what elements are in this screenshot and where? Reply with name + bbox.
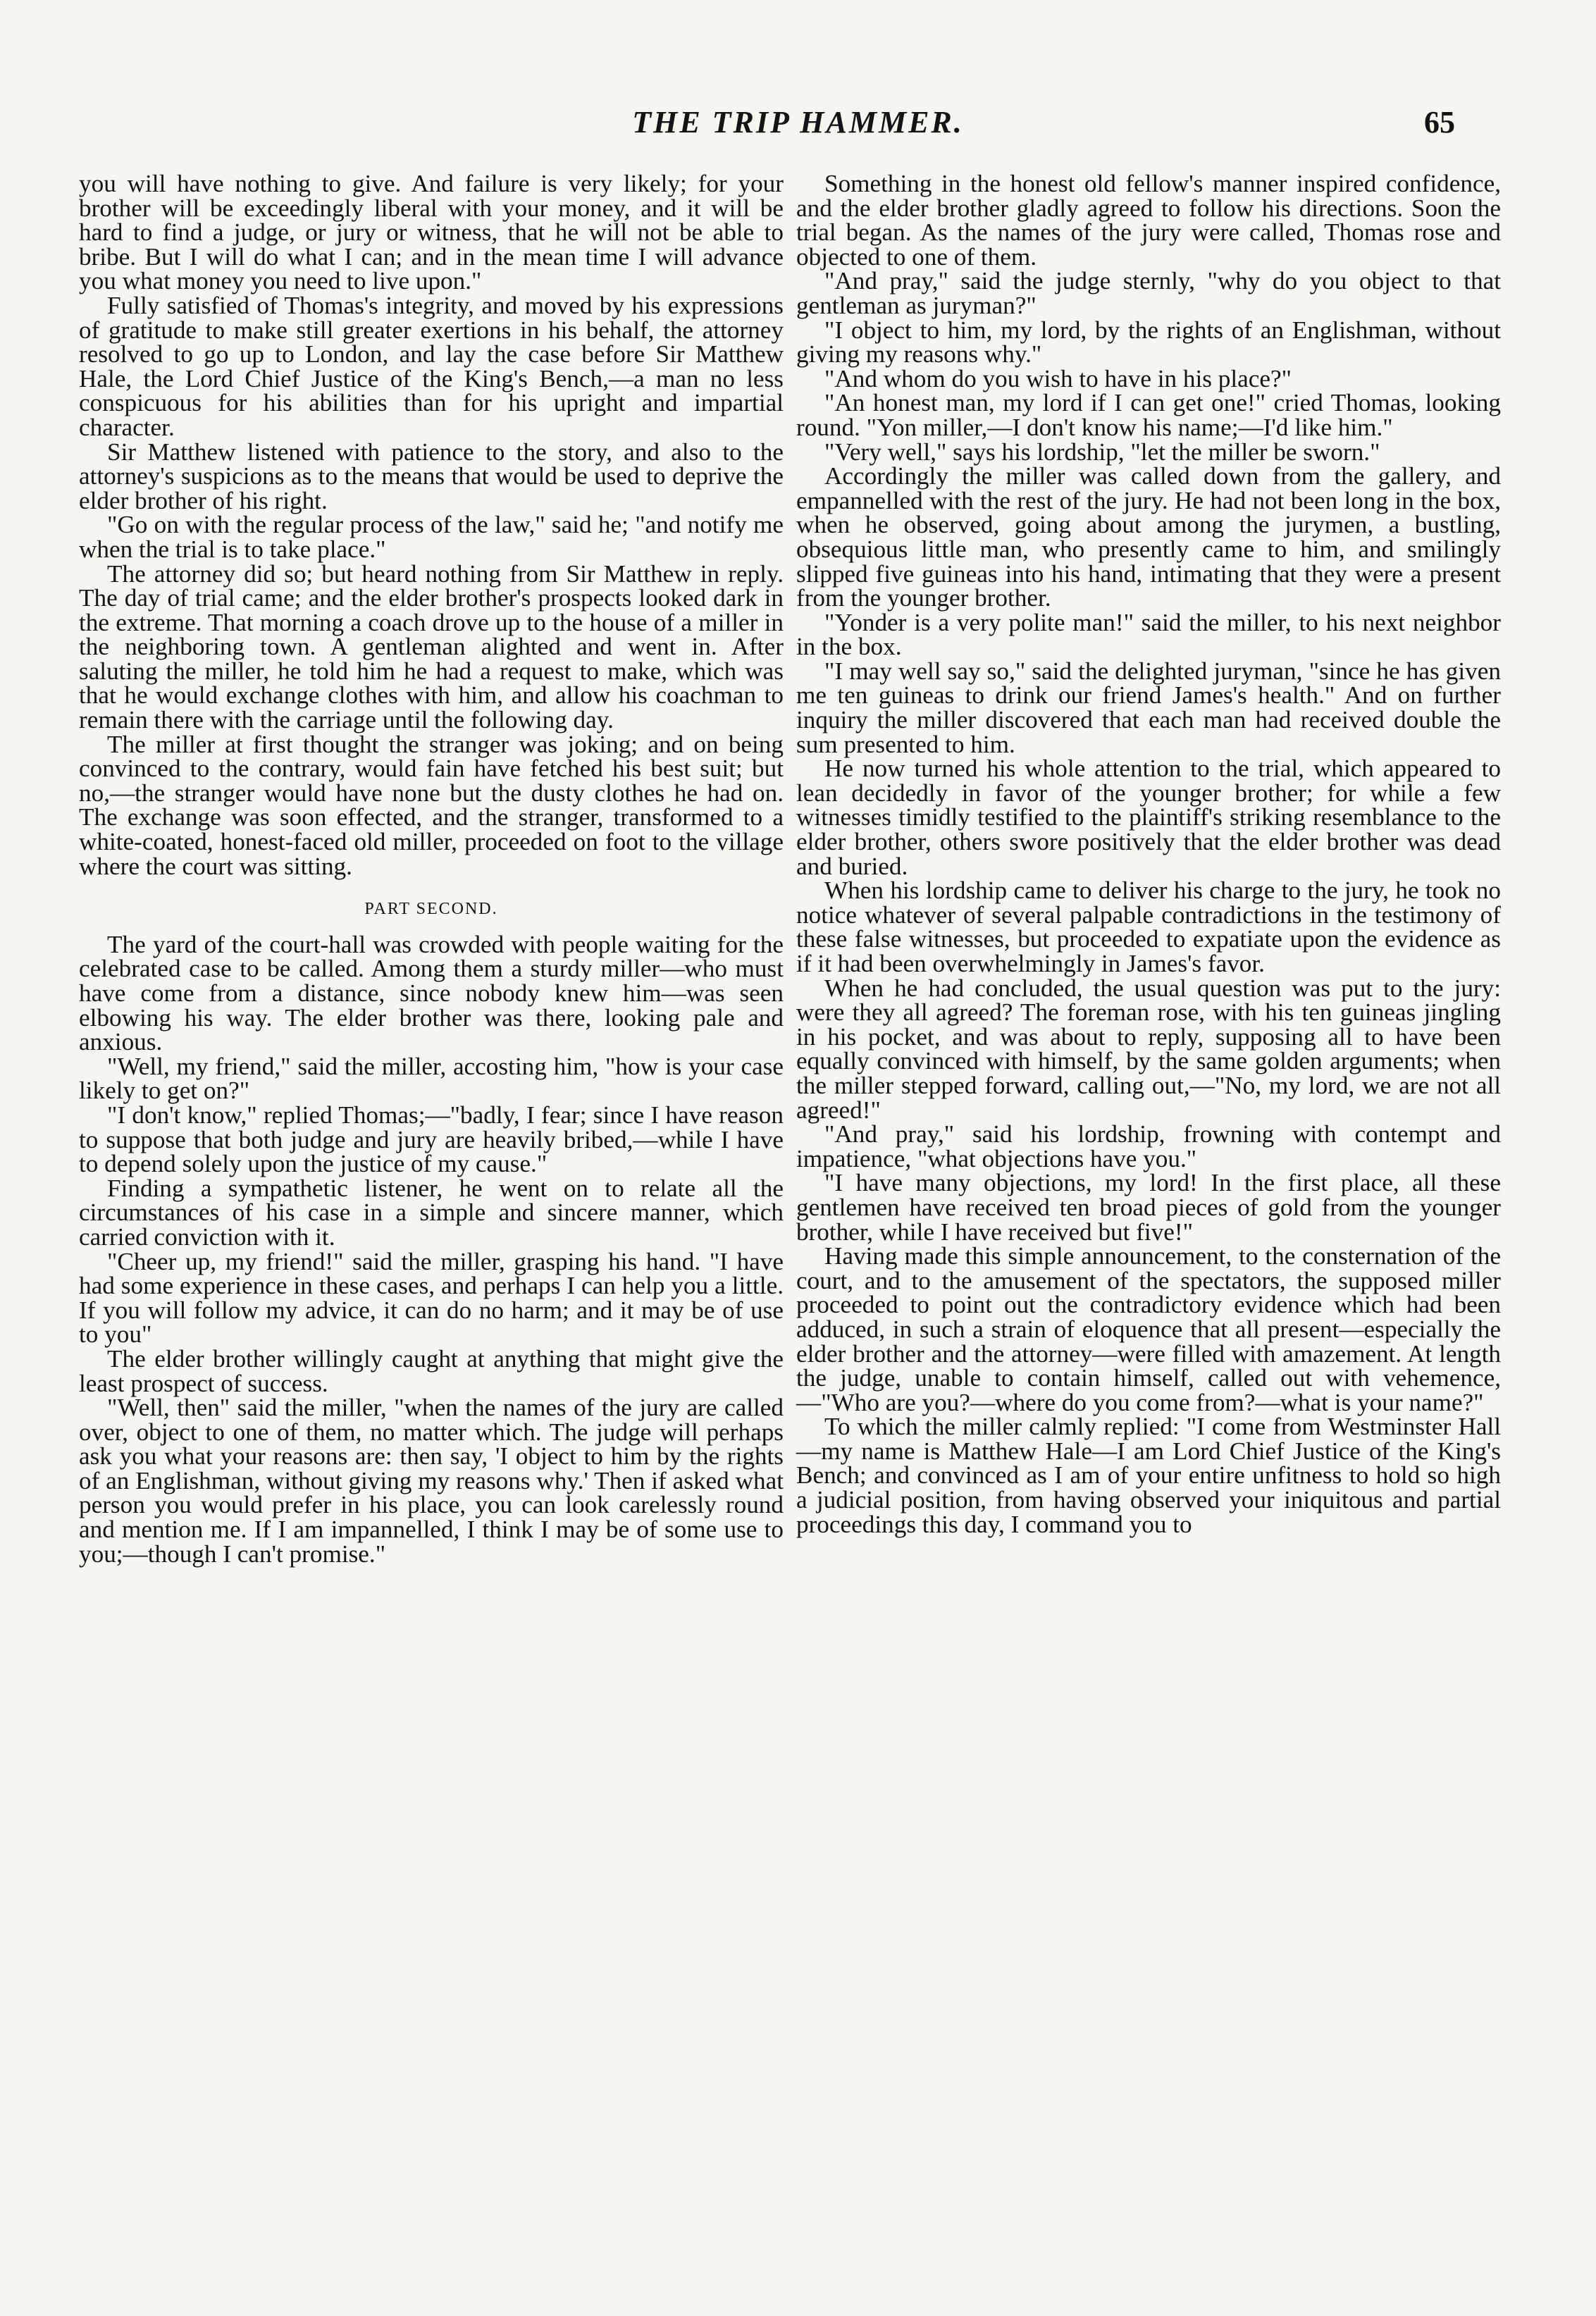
right-column bbox=[796, 172, 1501, 1537]
paragraph: "I don't know," replied Thomas;—"badly, I fear; since I have reason to suppose that both judge and jury are heavily bribed,—while I have to depend solely upon the justice of my cause." bbox=[79, 1101, 784, 1178]
paragraph: Fully satisfied of Thomas's integrity, and moved by his expressions of gratitude to make still greater exertions in his behalf, the attorney resolved to go up to London, and lay the case before Sir Matthew Hale, the Lord Chief Justice of the King's Bench,—a man no less conspicuous for his abilities than for his upright and impartial character. bbox=[79, 291, 784, 441]
paragraph: "Go on with the regular process of the law," said he; "and notify me when the trial is to take place." bbox=[79, 511, 784, 563]
paragraph: "And pray," said the judge sternly, "why do you object to that gentleman as juryman?" bbox=[796, 267, 1501, 319]
paragraph: The attorney did so; but heard nothing from Sir Matthew in reply. The day of trial came; and the elder brother's prospects looked dark in the extreme. That morning a coach drove up to the house of a miller in the neighboring town. A gentleman alighted and went in. After saluting the miller, he told him he had a request to make, which was that he would exchange clothes with him, and allow his coachman to remain there with the carriage until the following day. bbox=[79, 559, 784, 734]
paragraph: When his lordship came to deliver his charge to the jury, he took no notice whatever of several palpable contradictions in the testimony of these false witnesses, but proceeded to expatiate upon the evidence as if it had been overwhelmingly in James's favor. bbox=[796, 877, 1501, 977]
page-header bbox=[0, 104, 1596, 161]
paragraph: "I may well say so," said the delighted juryman, "since he has given me ten guineas to drink our friend James's health." And on further inquiry the miller discovered that each man had received double the sum presented to him. bbox=[796, 657, 1501, 758]
paragraph: "And pray," said his lordship, frowning with contempt and impatience, "what objections have you." bbox=[796, 1120, 1501, 1172]
running-title: THE TRIP HAMMER. bbox=[632, 105, 964, 140]
paragraph: Finding a sympathetic listener, he went on to relate all the circumstances of his case in a simple and sincere manner, which carried conviction with it. bbox=[79, 1174, 784, 1251]
paragraph: He now turned his whole attention to the trial, which appeared to lean decidedly in favor of the younger brother; for while a few witnesses timidly testified to the plaintiff's striking resemblance to the elder brother, others swore positively that the elder brother was dead and buried. bbox=[796, 755, 1501, 880]
paragraph: "Cheer up, my friend!" said the miller, grasping his hand. "I have had some experience in these cases, and perhaps I can help you a little. If you will follow my advice, it can do no harm; and it may be of use to you" bbox=[79, 1247, 784, 1349]
paragraph: The yard of the court-hall was crowded with people waiting for the celebrated case to be called. Among them a sturdy miller—who must have come from a distance, since nobody knew him—was seen elbowing his way. The elder brother was there, looking pale and anxious. bbox=[79, 930, 784, 1056]
paragraph: "Well, my friend," said the miller, accosting him, "how is your case likely to get on?" bbox=[79, 1052, 784, 1105]
page-number: 65 bbox=[1424, 105, 1455, 140]
paragraph: Sir Matthew listened with patience to the story, and also to the attorney's suspicions as to the means that would be used to deprive the elder brother of his right. bbox=[79, 438, 784, 514]
paragraph: "And whom do you wish to have in his place?" bbox=[824, 364, 1292, 392]
paragraph: "I have many objections, my lord! In the first place, all these gentlemen have received ten broad pieces of gold from the younger brother, while I have received but five!" bbox=[796, 1169, 1501, 1246]
paragraph: The miller at first thought the stranger was joking; and on being convinced to the contrary, would fain have fetched his best suit; but no,—the stranger would have none but the dusty clothes he had on. The exchange was soon effected, and the stranger, transformed to a white-coated, honest-faced old miller, proceeded on foot to the village where the court was sitting. bbox=[79, 730, 784, 880]
paragraph: "Well, then" said the miller, "when the names of the jury are called over, object to one of them, no matter which. The judge will perhaps ask you what your reasons are: then say, 'I object to him by the rights of an Englishman, without giving my reasons why.' Then if asked what person you would prefer in his place, you can look carelessly round and mention me. If I am impannelled, I think I may be of some use to you;—though I can't promise." bbox=[79, 1394, 784, 1568]
paragraph: "Yonder is a very polite man!" said the miller, to his next neighbor in the box. bbox=[796, 608, 1501, 661]
section-heading: PART SECOND. bbox=[364, 900, 498, 919]
paragraph: Something in the honest old fellow's manner inspired confidence, and the elder brother gladly agreed to follow his directions. Soon the trial began. As the names of the jury were called, Thomas rose and objected to one of them. bbox=[796, 170, 1501, 271]
paragraph: To which the miller calmly replied: "I come from Westminster Hall—my name is Matthew Hale—I am Lord Chief Justice of the King's Bench; and convinced as I am of your entire unfitness to hold so high a judicial position, from having observed your iniquitous and partial proceedings this day, I command you to bbox=[796, 1413, 1501, 1538]
paragraph: "Very well," says his lordship, "let the miller be sworn." bbox=[824, 438, 1380, 466]
paragraph: you will have nothing to give. And failure is very likely; for your brother will be exceedingly liberal with your money, and it will be hard to find a judge, or jury or witness, that he will not be able to bribe. But I will do what I can; and in the mean time I will advance you what money you need to live upon." bbox=[79, 170, 784, 295]
paragraph: "An honest man, my lord if I can get one!" cried Thomas, looking round. "Yon miller,—I don't know his name;—I'd like him." bbox=[796, 389, 1501, 441]
paragraph: The elder brother willingly caught at anything that might give the least prospect of success. bbox=[79, 1344, 784, 1397]
paragraph: When he had concluded, the usual question was put to the jury: were they all agreed? The foreman rose, with his ten guineas jingling in his pocket, and was about to reply, supposing all to have been equally convinced with himself, by the same golden arguments; when the miller stepped forward, calling out,—"No, my lord, we are not all agreed!" bbox=[796, 974, 1501, 1124]
left-column bbox=[79, 172, 784, 1566]
paragraph: Accordingly the miller was called down from the gallery, and empannelled with the rest of the jury. He had not been long in the box, when he observed, going about among the jurymen, a bustling, obsequious little man, who presently came to him, and smilingly slipped five guineas into his hand, intimating that they were a present from the younger brother. bbox=[796, 462, 1501, 612]
paragraph: "I object to him, my lord, by the rights of an Englishman, without giving my reasons why." bbox=[796, 316, 1501, 369]
paragraph: Having made this simple announcement, to the consternation of the court, and to the amusement of the spectators, the supposed miller proceeded to point out the contradictory evidence which had been adduced, in such a strain of eloquence that all present—especially the elder brother and the attorney—were filled with amazement. At length the judge, unable to contain himself, called out with vehemence,—"Who are you?—where do you come from?—what is your name?" bbox=[796, 1242, 1501, 1416]
